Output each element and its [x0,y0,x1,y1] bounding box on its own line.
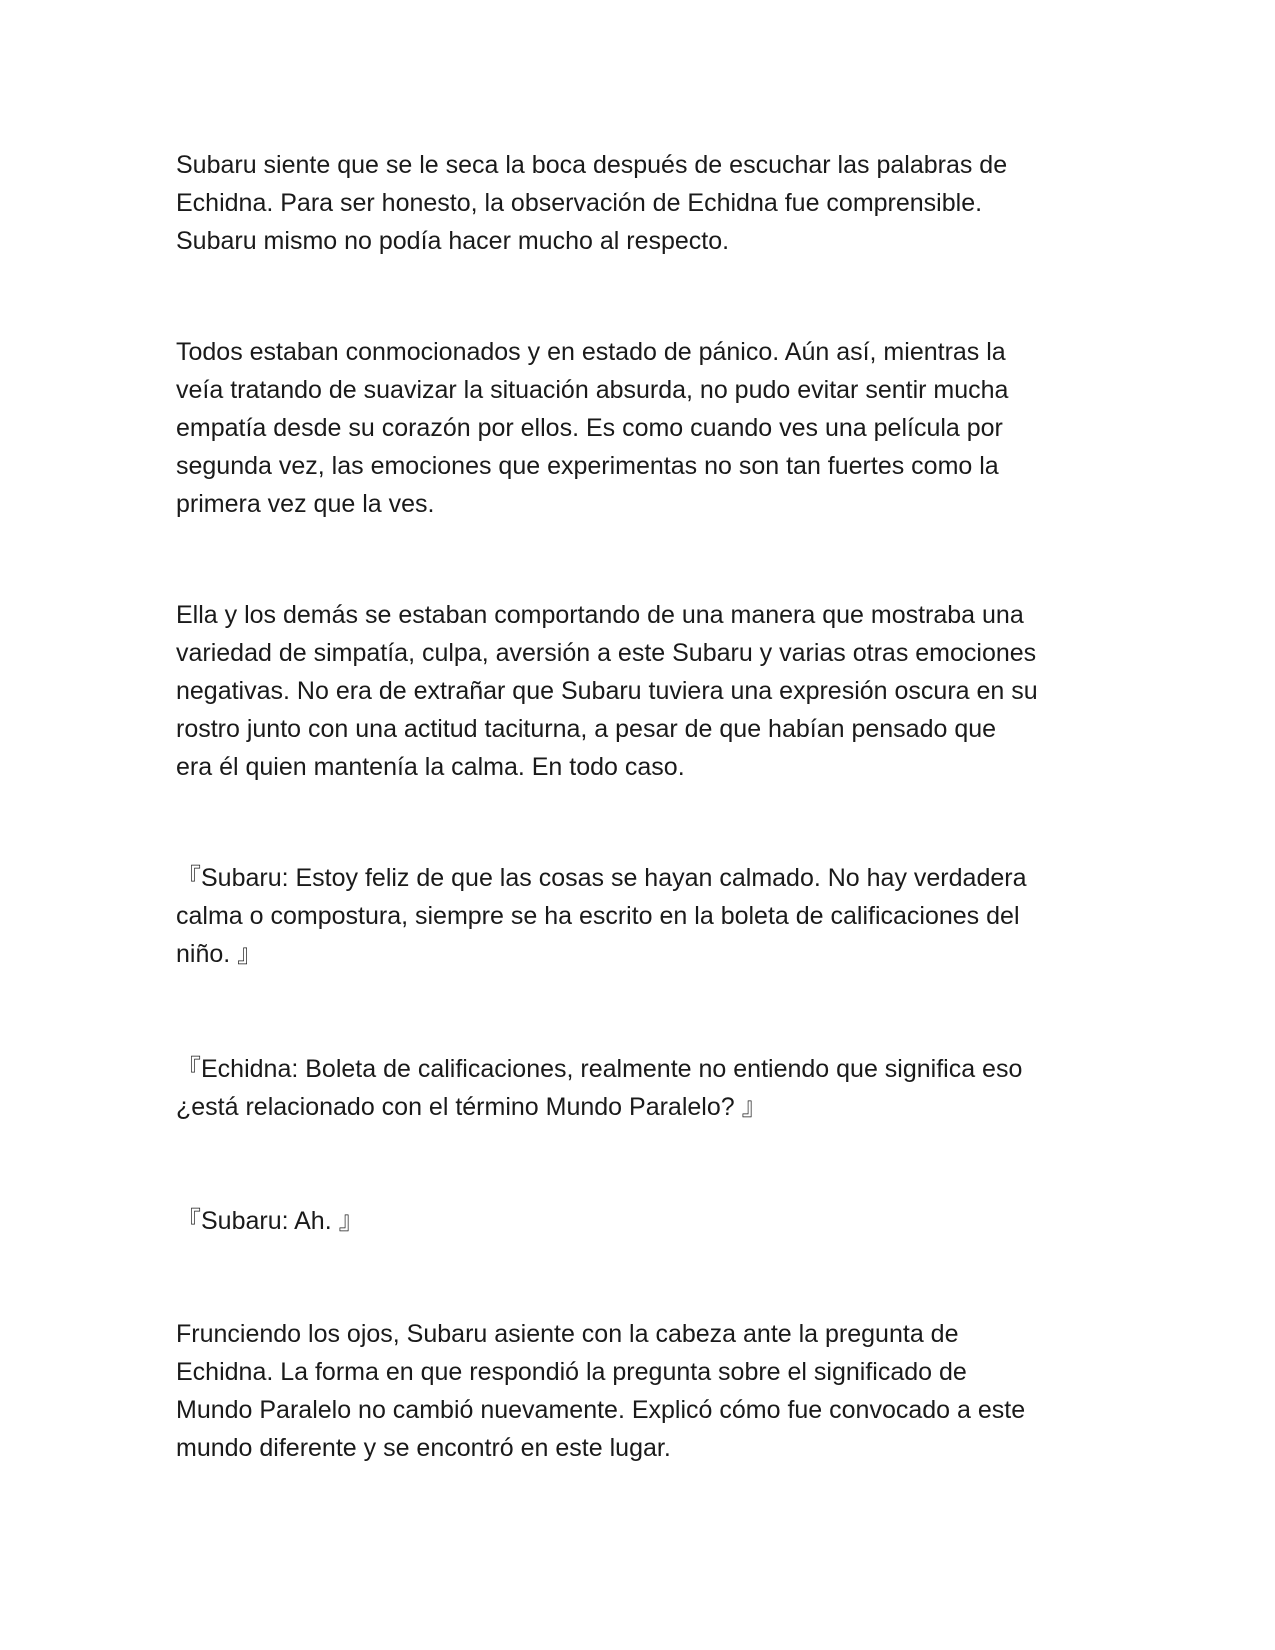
text-line: Subaru mismo no podía hacer mucho al respecto. [176,227,730,255]
text-line: segunda vez, las emociones que experimentas no son tan fuertes como la [176,452,999,480]
text-line: Ella y los demás se estaban comportando de una manera que mostraba una [176,601,1024,629]
text-line: Mundo Paralelo no cambió nuevamente. Explicó cómo fue convocado a este [176,1396,1026,1424]
text-line: Todos estaban conmocionados y en estado de pánico. Aún así, mientras la [176,338,1006,366]
text-line: era él quien mantenía la calma. En todo caso. [176,753,685,781]
text-line: variedad de simpatía, culpa, aversión a este Subaru y varias otras emociones [176,639,1037,667]
paragraph [176,333,1096,523]
text-line: primera vez que la ves. [176,490,435,518]
text-line: 『Echidna: Boleta de calificaciones, realmente no entiendo que significa eso [176,1055,1023,1083]
text-line: calma o compostura, siempre se ha escrito en la boleta de calificaciones del [176,902,1020,930]
text-line: ¿está relacionado con el término Mundo Paralelo? 』 [176,1093,767,1121]
paragraph [176,596,1096,786]
paragraph [176,1315,1096,1467]
text-line: empatía desde su corazón por ellos. Es como cuando ves una película por [176,414,1003,442]
text-line: veía tratando de suavizar la situación absurda, no pudo evitar sentir mucha [176,376,1009,404]
text-line: 『Subaru: Ah. 』 [176,1207,364,1235]
text-line: negativas. No era de extrañar que Subaru tuviera una expresión oscura en su [176,677,1038,705]
text-line: Echidna. La forma en que respondió la pregunta sobre el significado de [176,1358,967,1386]
text-line: Echidna. Para ser honesto, la observación de Echidna fue comprensible. [176,189,983,217]
dialogue-paragraph [176,1202,1096,1240]
dialogue-paragraph [176,1050,1096,1126]
text-line: Frunciendo los ojos, Subaru asiente con la cabeza ante la pregunta de [176,1320,959,1348]
dialogue-paragraph [176,859,1096,973]
text-line: 『Subaru: Estoy feliz de que las cosas se hayan calmado. No hay verdadera [176,864,1027,892]
text-line: Subaru siente que se le seca la boca después de escuchar las palabras de [176,151,1008,179]
text-line: mundo diferente y se encontró en este lugar. [176,1434,671,1462]
text-line: niño. 』 [176,940,263,968]
paragraph [176,146,1096,260]
text-line: rostro junto con una actitud taciturna, a pesar de que habían pensado que [176,715,997,743]
